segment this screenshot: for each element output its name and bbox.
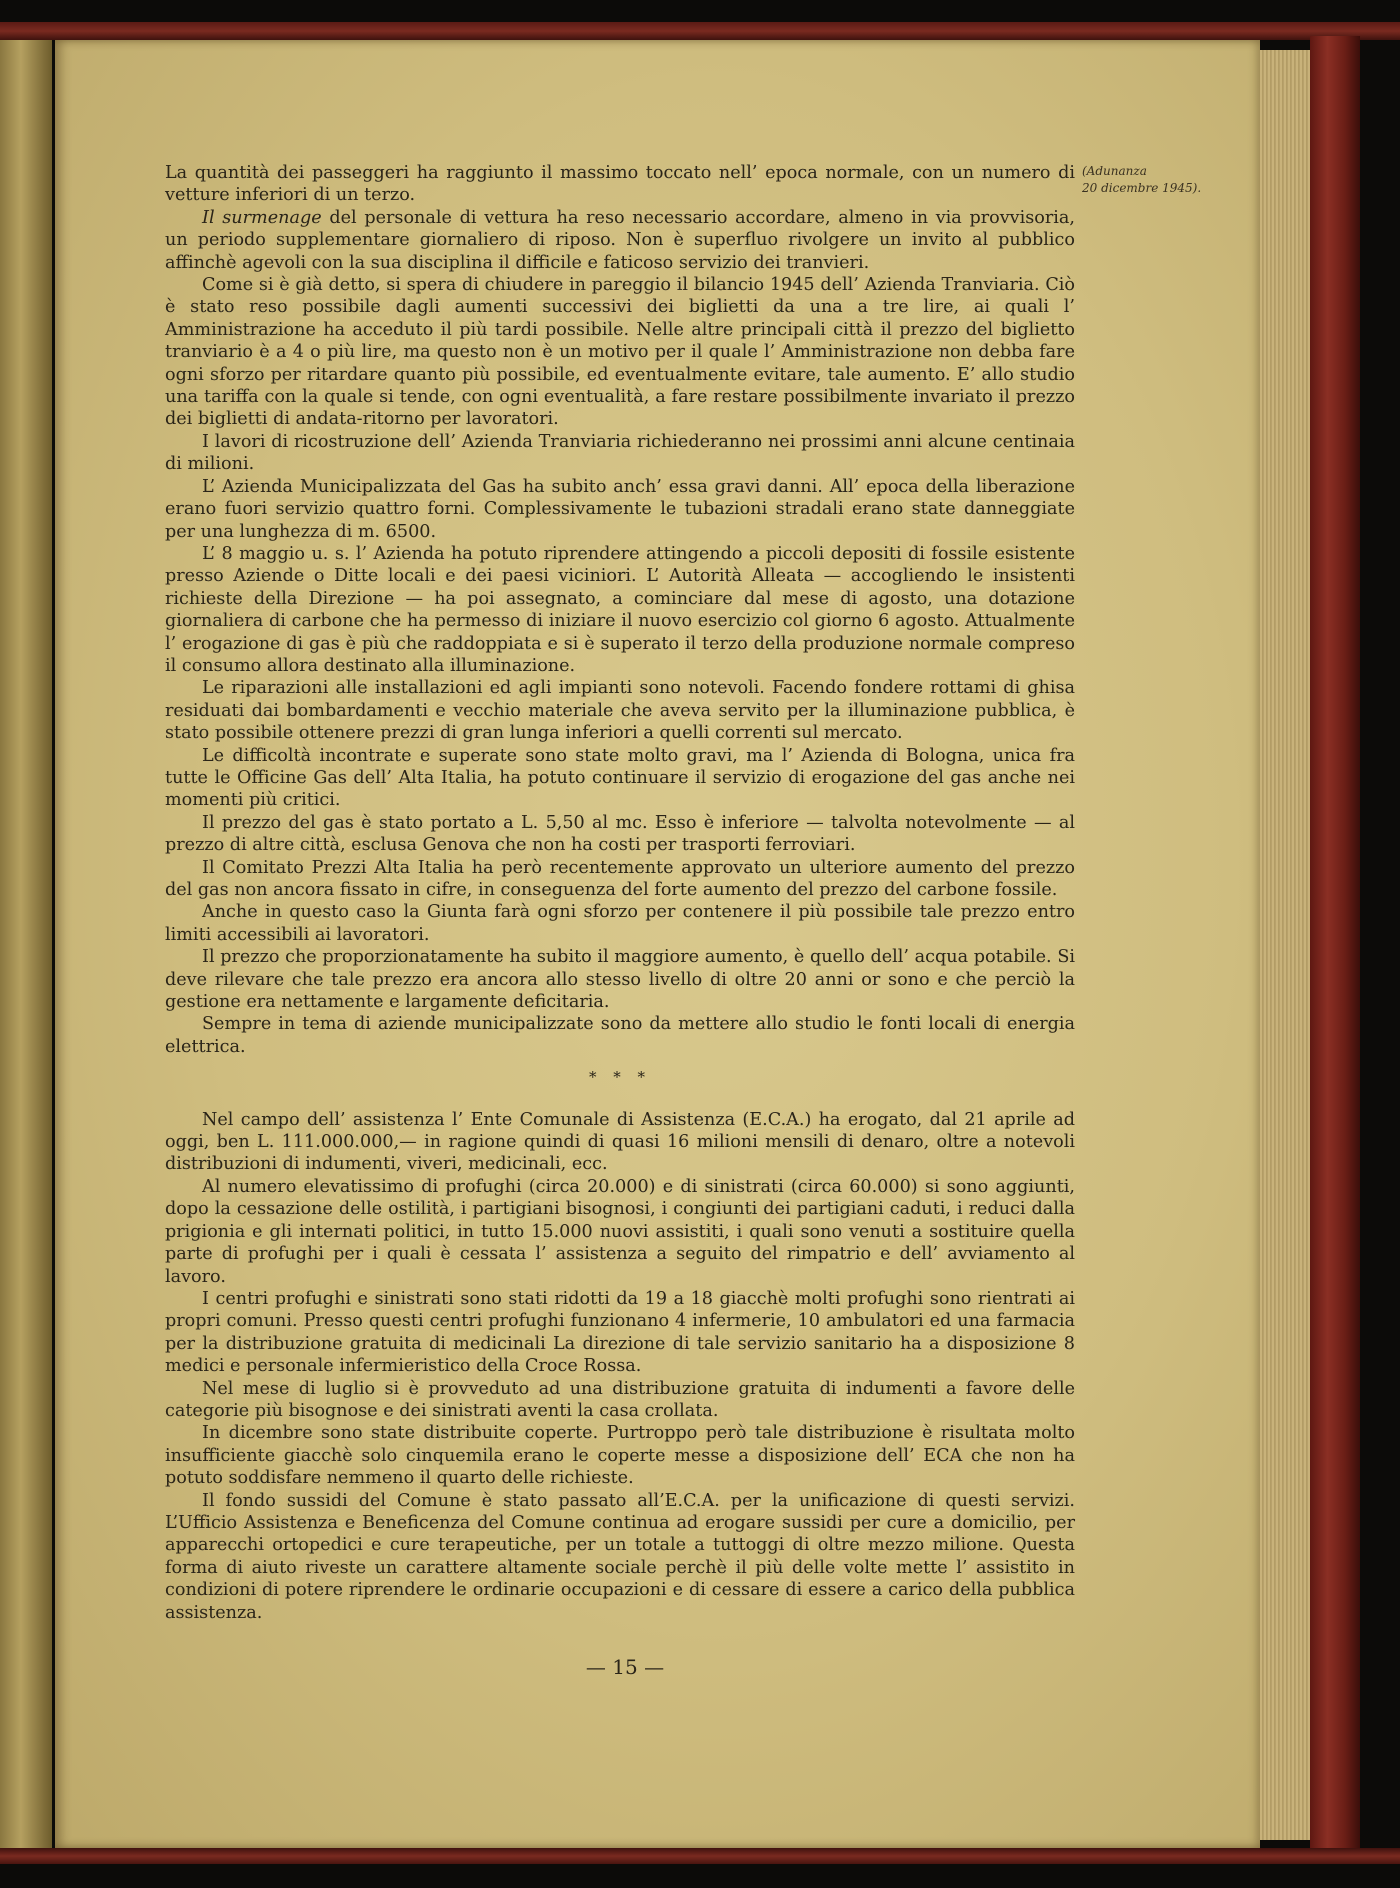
paragraph: Al numero elevatissimo di profughi (circa 20.000) e di sinistrati (circa 60.000) si sono aggiunti, dopo la cessazione delle ostilità, i partigiani bisognosi, i congiunti dei partigiani caduti, i reduci dalla prigionia e gli internati politici, in tutto 15.000 nuovi assistiti, i quali sono venuti a sostituire quella parte di profughi per i quali è cessata l’ assistenza a seguito del rimpatrio e dell’ avviamento al lavoro. bbox=[165, 1176, 1075, 1287]
paragraph: Le riparazioni alle installazioni ed agli impianti sono notevoli. Facendo fondere rottami di ghisa residuati dai bombardamenti e vecchio materiale che aveva servito per la illuminazione pubblica, è stato possibile ottenere prezzi di gran lunga inferiori a quelli correnti sul mercato. bbox=[165, 678, 1075, 744]
paragraph: Nel campo dell’ assistenza l’ Ente Comunale di Assistenza (E.C.A.) ha erogato, dal 21 aprile ad oggi, ben L. 111.000.000,— in ragione quindi di quasi 16 milioni mensili di denaro, oltre a notevoli distribuzioni di indumenti, viveri, medicinali, ecc. bbox=[165, 1109, 1075, 1175]
left-page-edge bbox=[0, 40, 52, 1848]
paragraph-text: del personale di vettura ha reso necessario accordare, almeno in via provvisoria, un periodo supplementare giornaliero di riposo. Non è superfluo rivolgere un invito al pubblico affinchè agevoli con la sua disciplina il difficile e faticoso servizio dei tranvieri. bbox=[165, 207, 1075, 273]
paragraph: In dicembre sono state distribuite coperte. Purtroppo però tale distribuzione è risultata molto insufficiente giacchè solo cinquemila erano le coperte messe a disposizione dell’ ECA che non ha potuto soddisfare nemmeno il quarto delle richieste. bbox=[165, 1423, 1075, 1489]
body-text bbox=[165, 162, 1075, 1624]
paragraph: Anche in questo caso la Giunta farà ogni sforzo per contenere il più possibile tale prezzo entro limiti accessibili ai lavoratori. bbox=[165, 902, 1075, 945]
paragraph: Il prezzo del gas è stato portato a L. 5,50 al mc. Esso è inferiore — talvolta notevolmente — al prezzo di altre città, esclusa Genova che non ha costi per trasporti ferroviari. bbox=[165, 812, 1075, 856]
paragraph: I centri profughi e sinistrati sono stati ridotti da 19 a 18 giacchè molti profughi sono rientrati ai propri comuni. Presso questi centri profughi funzionano 4 infermerie, 10 ambulatori ed una farmacia per la distribuzione gratuita di medicinali La direzione di tale servizio sanitario ha a disposizione 8 medici e personale infermieristico della Croce Rossa. bbox=[165, 1288, 1075, 1377]
paragraph bbox=[165, 207, 1075, 274]
paragraph: I lavori di ricostruzione dell’ Azienda Tranviaria richiederanno nei prossimi anni alcune centinaia di milioni. bbox=[165, 431, 1075, 475]
paragraph: L’ Azienda Municipalizzata del Gas ha subito anch’ essa gravi danni. All’ epoca della liberazione erano fuori servizio quattro forni. Complessivamente le tubazioni stradali erano state danneggiate per una lunghezza di m. 6500. bbox=[165, 476, 1075, 542]
page-block-edges bbox=[1260, 50, 1310, 1840]
paragraph: Le difficoltà incontrate e superate sono state molto gravi, ma l’ Azienda di Bologna, unica fra tutte le Officine Gas dell’ Alta Italia, ha potuto continuare il servizio di erogazione del gas anche nei momenti più critici. bbox=[165, 745, 1075, 811]
paragraph: La quantità dei passeggeri ha raggiunto il massimo toccato nell’ epoca normale, con un numero di vetture inferiori di un terzo. bbox=[165, 163, 1075, 206]
section-separator: * * * bbox=[588, 1068, 652, 1087]
book-binding-bottom bbox=[0, 1848, 1400, 1864]
book-cover-edge bbox=[1310, 36, 1360, 1848]
paragraph: Il prezzo che proporzionatamente ha subito il maggiore aumento, è quello dell’ acqua potabile. Si deve rilevare che tale prezzo era ancora allo stesso livello di oltre 20 anni or sono e che perciò la gestione era nettamente e largamente deficitaria. bbox=[165, 947, 1075, 1013]
paragraph: Come si è già detto, si spera di chiudere in pareggio il bilancio 1945 dell’ Azienda Tranviaria. Ciò è stato reso possibile dagli aumenti successivi dei biglietti da una a tre lire, ai quali l’ Amministrazione ha acceduto il più tardi possibile. Nelle altre principali città il prezzo del biglietto tranviario è a 4 o più lire, ma questo non è un motivo per il quale l’ Amministrazione non debba fare ogni sforzo per ritardare quanto più possibile, ed eventualmente evitare, tale aumento. E’ allo studio una tariffa con la quale si tende, con ogni eventualità, a fare restare possibilmente invariato il prezzo dei biglietti di andata-ritorno per lavoratori. bbox=[165, 275, 1075, 430]
margin-note-line: 20 dicembre 1945). bbox=[1082, 181, 1202, 195]
page-number: — 15 — bbox=[585, 1655, 665, 1679]
margin-note bbox=[1082, 163, 1222, 197]
paragraph: L’ 8 maggio u. s. l’ Azienda ha potuto riprendere attingendo a piccoli depositi di fossile esistente presso Aziende o Ditte locali e dei paesi viciniori. L’ Autorità Alleata — accogliendo le insistenti richieste della Direzione — ha poi assegnato, a cominciare dal mese di agosto, una dotazione giornaliera di carbone che ha permesso di iniziare il nuovo esercizio col giorno 6 agosto. Attualmente l’ erogazione di gas è più che raddoppiata e si è superato il terzo della produzione normale compreso il consumo allora destinato alla illuminazione. bbox=[165, 543, 1075, 676]
book-binding-top bbox=[0, 22, 1400, 40]
italic-lead: Il surmenage bbox=[202, 207, 322, 228]
paragraph: Nel mese di luglio si è provveduto ad una distribuzione gratuita di indumenti a favore delle categorie più bisognose e dei sinistrati aventi la casa crollata. bbox=[165, 1378, 1075, 1421]
paragraph: Sempre in tema di aziende municipalizzate sono da mettere allo studio le fonti locali di energia elettrica. bbox=[165, 1014, 1075, 1057]
paragraph: Il Comitato Prezzi Alta Italia ha però recentemente approvato un ulteriore aumento del prezzo del gas non ancora fissato in cifre, in conseguenza del forte aumento del prezzo del carbone fossile. bbox=[165, 857, 1075, 900]
paragraph: Il fondo sussidi del Comune è stato passato all’E.C.A. per la unificazione di questi servizi. L’Ufficio Assistenza e Beneficenza del Comune continua ad erogare sussidi per cure a domicilio, per apparecchi ortopedici e cure terapeutiche, per un totale a tuttoggi di oltre mezzo milione. Questa forma di aiuto riveste un carattere altamente sociale perchè il più delle volte mette l’ assistito in condizioni di potere riprendere le ordinarie occupazioni e di cessare di essere a carico della pubblica assistenza. bbox=[165, 1490, 1075, 1623]
margin-note-line: (Adunanza bbox=[1082, 164, 1147, 178]
